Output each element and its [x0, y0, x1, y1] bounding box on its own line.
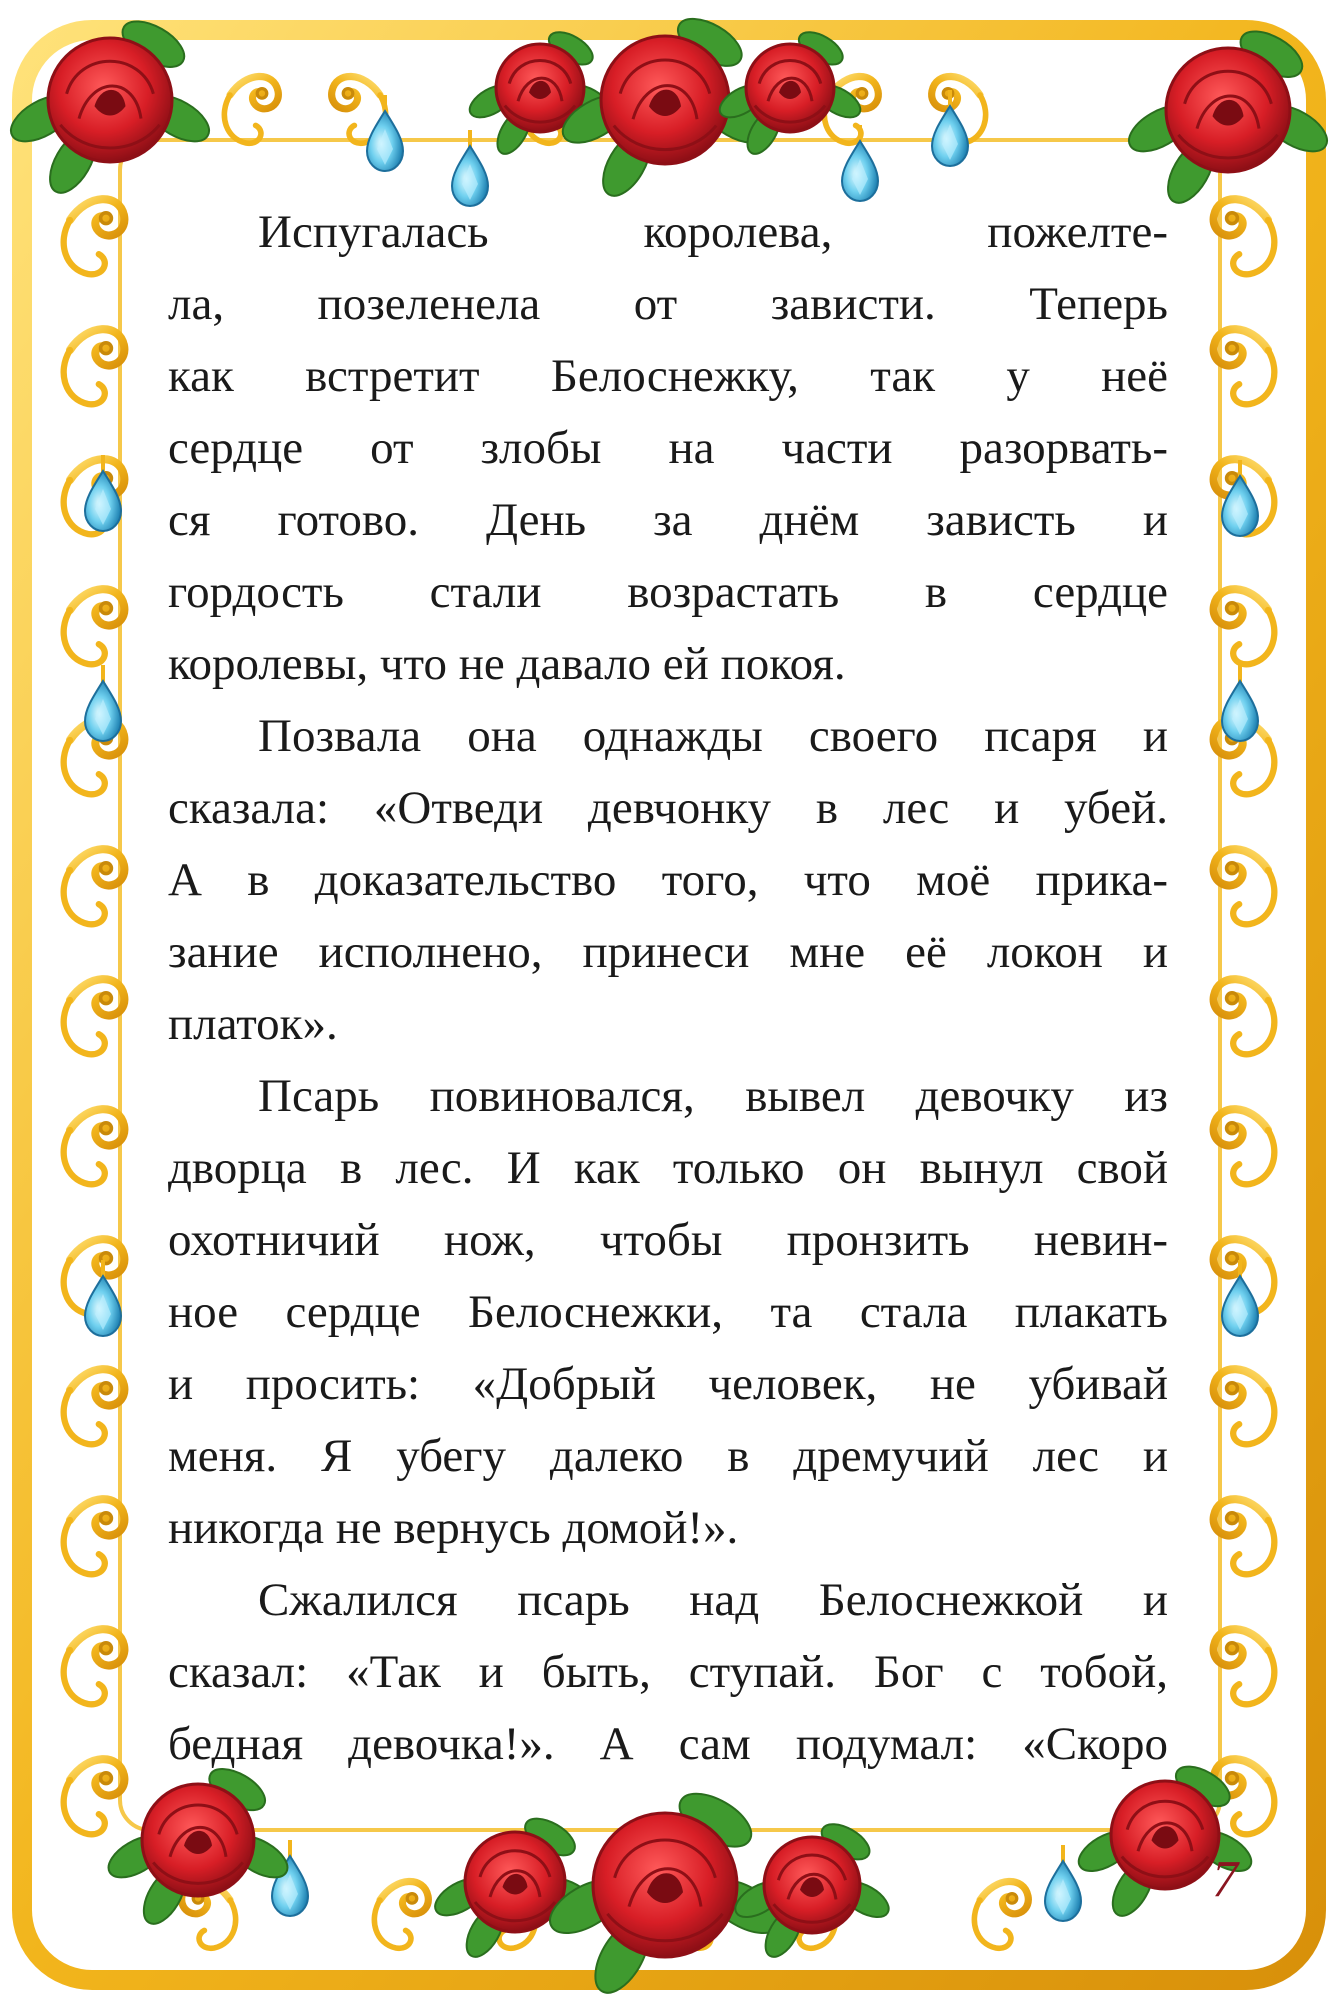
text-line: ся готово. День за днём зависть и — [168, 494, 1168, 546]
scroll-ornament — [64, 1759, 125, 1834]
text-line: ное сердце Белоснежки, та стала плакать — [168, 1286, 1168, 1338]
crystal-drop — [1045, 1845, 1081, 1921]
text-line: Псарь повиновался, вывел девочку из — [258, 1070, 1168, 1122]
text-line: бедная девочка!». А сам подумал: «Скоро — [168, 1718, 1168, 1770]
text-line: платок». — [168, 998, 338, 1050]
text-line: зание исполнено, принеси мне её локон и — [168, 926, 1168, 978]
scroll-ornament — [64, 979, 125, 1054]
text-line: дворца в лес. И как только он вынул свой — [168, 1142, 1168, 1194]
text-line: ла, позеленела от зависти. Теперь — [168, 278, 1168, 330]
scroll-ornament — [1214, 1499, 1275, 1574]
scroll-ornament — [1214, 1369, 1275, 1444]
rose — [730, 1817, 895, 1963]
text-line: меня. Я убегу далеко в дремучий лес и — [168, 1430, 1168, 1482]
story-text — [168, 196, 1168, 1780]
text-line: охотничий нож, чтобы пронзить невин- — [168, 1214, 1168, 1266]
text-line: сердце от злобы на части разорвать- — [168, 422, 1168, 474]
crystal-drop — [367, 95, 403, 171]
scroll-ornament — [974, 1881, 1028, 1948]
scroll-ornament — [1214, 849, 1275, 924]
scroll-ornament — [64, 1499, 125, 1574]
scroll-ornament — [64, 199, 125, 274]
scroll-ornament — [374, 1881, 428, 1948]
rose — [429, 1811, 601, 1963]
scroll-ornament — [1214, 1629, 1275, 1704]
page-number: 7 — [1212, 1851, 1238, 1908]
crystal-drop — [1222, 460, 1258, 536]
text-line: сказал: «Так и быть, ступай. Бог с тобой, — [168, 1646, 1168, 1698]
text-line: Позвала она однажды своего псаря и — [258, 710, 1168, 762]
text-line: никогда не вернусь домой!». — [168, 1502, 739, 1554]
scroll-ornament — [64, 329, 125, 404]
text-line: А в доказательство того, что моё прика- — [168, 854, 1168, 906]
crystal-drop — [842, 125, 878, 201]
text-line: и просить: «Добрый человек, не убивай — [168, 1358, 1168, 1410]
scroll-ornament — [1214, 589, 1275, 664]
text-line: королевы, что не давало ей покоя. — [168, 638, 846, 690]
crystal-drop — [85, 665, 121, 741]
text-line: как встретит Белоснежку, так у неё — [168, 350, 1168, 402]
text-line: гордость стали возрастать в сердце — [168, 566, 1168, 618]
scroll-ornament — [64, 589, 125, 664]
scroll-ornament — [64, 1629, 125, 1704]
scroll-ornament — [1214, 979, 1275, 1054]
scroll-ornament — [64, 849, 125, 924]
scroll-ornament — [64, 1109, 125, 1184]
scroll-ornament — [64, 1369, 125, 1444]
scroll-ornament — [1214, 329, 1275, 404]
crystal-drop — [1222, 665, 1258, 741]
text-line: Сжалился псарь над Белоснежкой и — [258, 1574, 1168, 1626]
scroll-ornament — [224, 76, 278, 143]
text-line: Испугалась королева, пожелте- — [258, 206, 1168, 258]
rose — [102, 1761, 294, 1931]
rose — [4, 12, 217, 200]
scroll-ornament — [1214, 199, 1275, 274]
text-line: сказала: «Отведи девчонку в лес и убей. — [168, 782, 1168, 834]
scroll-ornament — [1214, 1109, 1275, 1184]
